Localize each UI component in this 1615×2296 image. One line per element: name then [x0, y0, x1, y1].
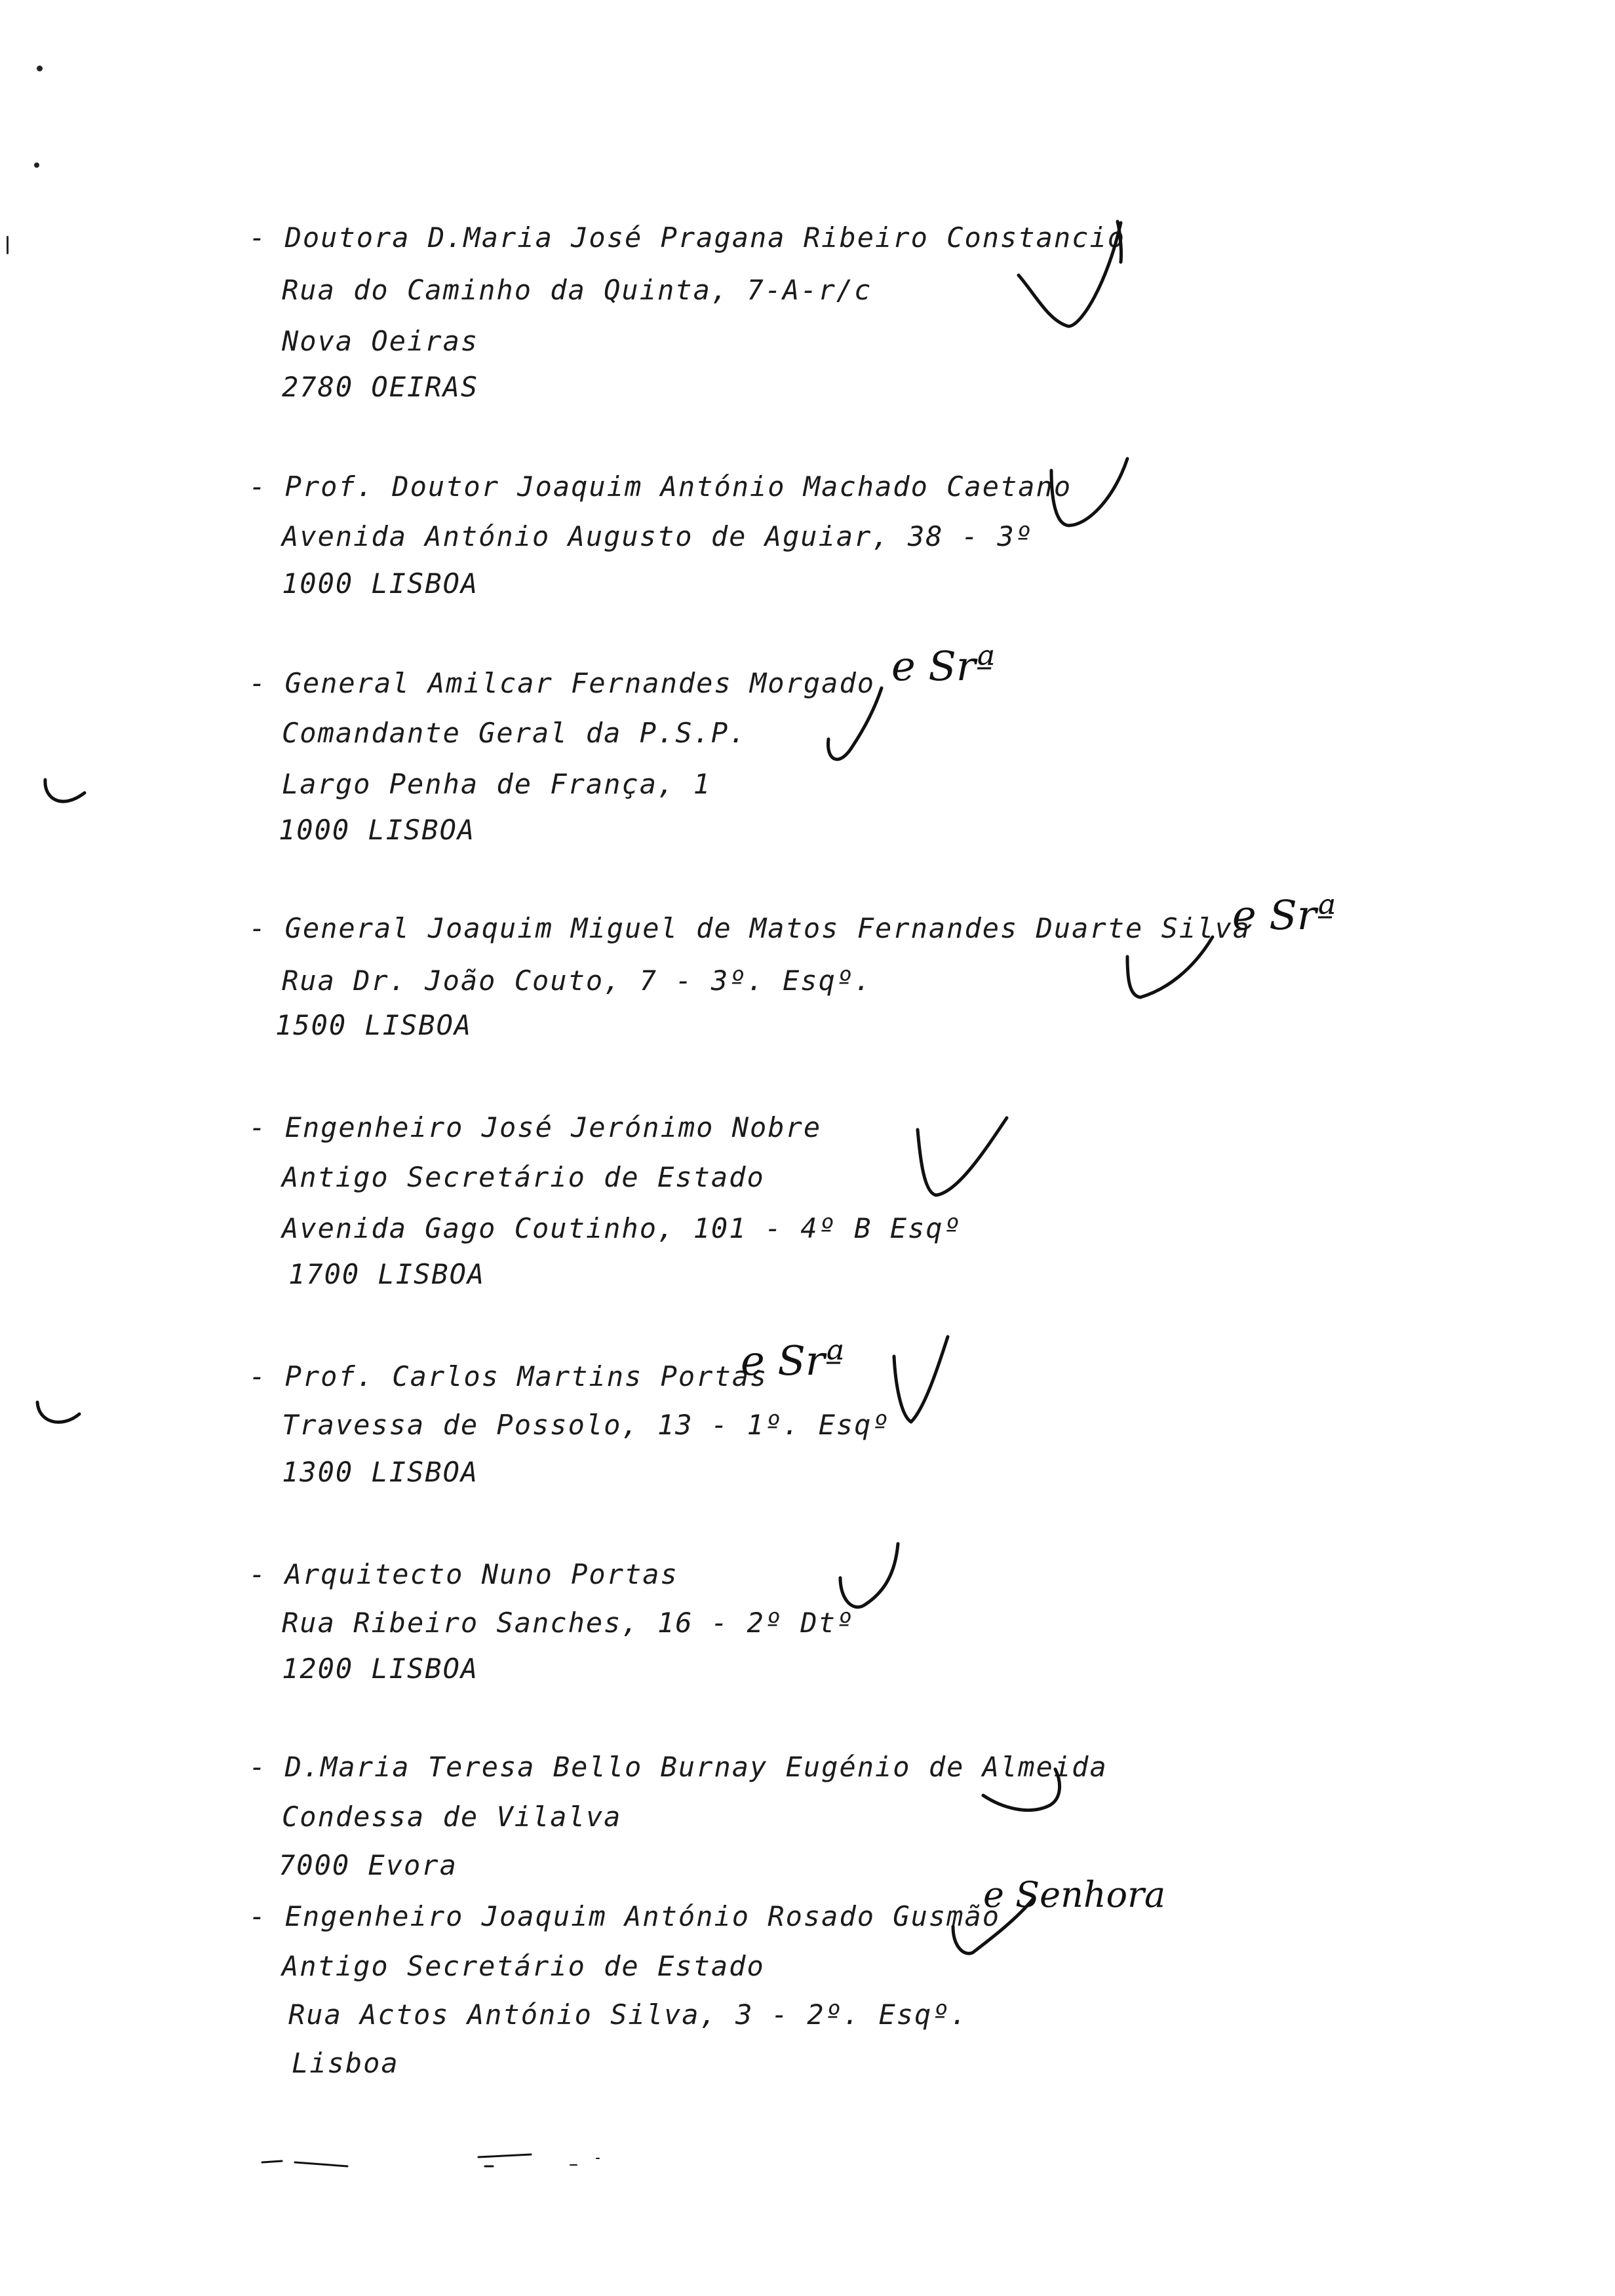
entry-1-line-4: 2780 OEIRAS [282, 371, 479, 403]
entry-7-line-1: - Arquitecto Nuno Portas [249, 1558, 678, 1590]
entry-9-line-1: - Engenheiro Joaquim António Rosado Gusmão [249, 1900, 1001, 1932]
checkmark-icon [977, 1743, 1075, 1822]
entry-4-line-2: Rua Dr. João Couto, 7 - 3º. Esqº. [282, 965, 872, 997]
checkmark-icon [911, 1114, 1016, 1219]
checkmark-icon [885, 1330, 957, 1435]
margin-mark-icon [36, 773, 95, 813]
entry-6-line-3: 1300 LISBOA [282, 1456, 479, 1488]
entry-3-line-4: 1000 LISBOA [279, 814, 476, 846]
checkmark-icon [1114, 924, 1226, 1009]
scan-noise [256, 2143, 714, 2182]
entry-1-line-1: - Doutora D.Maria José Pragana Ribeiro Constancio [249, 221, 1126, 254]
entry-2-line-2: Avenida António Augusto de Aguiar, 38 - 3º [282, 520, 1034, 552]
checkmark-icon [1042, 452, 1147, 544]
entry-5-line-2: Antigo Secretário de Estado [282, 1161, 765, 1193]
entry-4-line-3: 1500 LISBOA [275, 1009, 473, 1041]
entry-7-line-2: Rua Ribeiro Sanches, 16 - 2º Dtº [282, 1607, 855, 1639]
entry-9-line-3: Rua Actos António Silva, 3 - 2º. Esqº. [288, 1999, 968, 2031]
entry-1-line-2: Rua do Caminho da Quinta, 7-A-r/c [282, 274, 872, 306]
margin-mark-icon [29, 1396, 88, 1435]
entry-6-line-2: Travessa de Possolo, 13 - 1º. Esqº [282, 1409, 890, 1441]
entry-3-line-3: Largo Penha de França, 1 [282, 768, 711, 800]
entry-5-line-1: - Engenheiro José Jerónimo Nobre [249, 1111, 822, 1143]
checkmark-icon [832, 1540, 911, 1625]
scan-speck [7, 236, 9, 254]
entry-5-line-4: 1700 LISBOA [288, 1258, 486, 1290]
annotation-sra-entry-3: e Srª [891, 642, 995, 690]
entry-9-line-2: Antigo Secretário de Estado [282, 1950, 765, 1982]
scan-speck [37, 66, 43, 71]
entry-9-line-4: Lisboa [292, 2047, 399, 2079]
scan-speck [34, 163, 39, 168]
checkmark-icon [1009, 210, 1140, 341]
entry-5-line-3: Avenida Gago Coutinho, 101 - 4º B Esqº [282, 1212, 962, 1244]
entry-3-line-2: Comandante Geral da P.S.P. [282, 717, 747, 749]
annotation-sra-entry-4: e Srª [1232, 891, 1336, 939]
checkmark-icon [819, 681, 891, 773]
entry-1-line-3: Nova Oeiras [282, 325, 479, 357]
entry-8-line-2: Condessa de Vilalva [282, 1801, 622, 1833]
annotation-senhora-entry-9: e Senhora [983, 1874, 1166, 1915]
annotation-sra-entry-6: e Srª [741, 1337, 844, 1385]
entry-2-line-3: 1000 LISBOA [282, 567, 479, 600]
entry-8-line-3: 7000 Evora [279, 1849, 457, 1881]
entry-4-line-1: - General Joaquim Miguel de Matos Fernandes Duarte Silva [249, 912, 1251, 944]
entry-2-line-1: - Prof. Doutor Joaquim António Machado Caetano [249, 470, 1072, 503]
entry-8-line-1: - D.Maria Teresa Bello Burnay Eugénio de Almeida [249, 1751, 1108, 1783]
entry-3-line-1: - General Amilcar Fernandes Morgado [249, 667, 876, 699]
entry-7-line-3: 1200 LISBOA [282, 1653, 479, 1685]
entry-6-line-1: - Prof. Carlos Martins Portas [249, 1360, 768, 1392]
